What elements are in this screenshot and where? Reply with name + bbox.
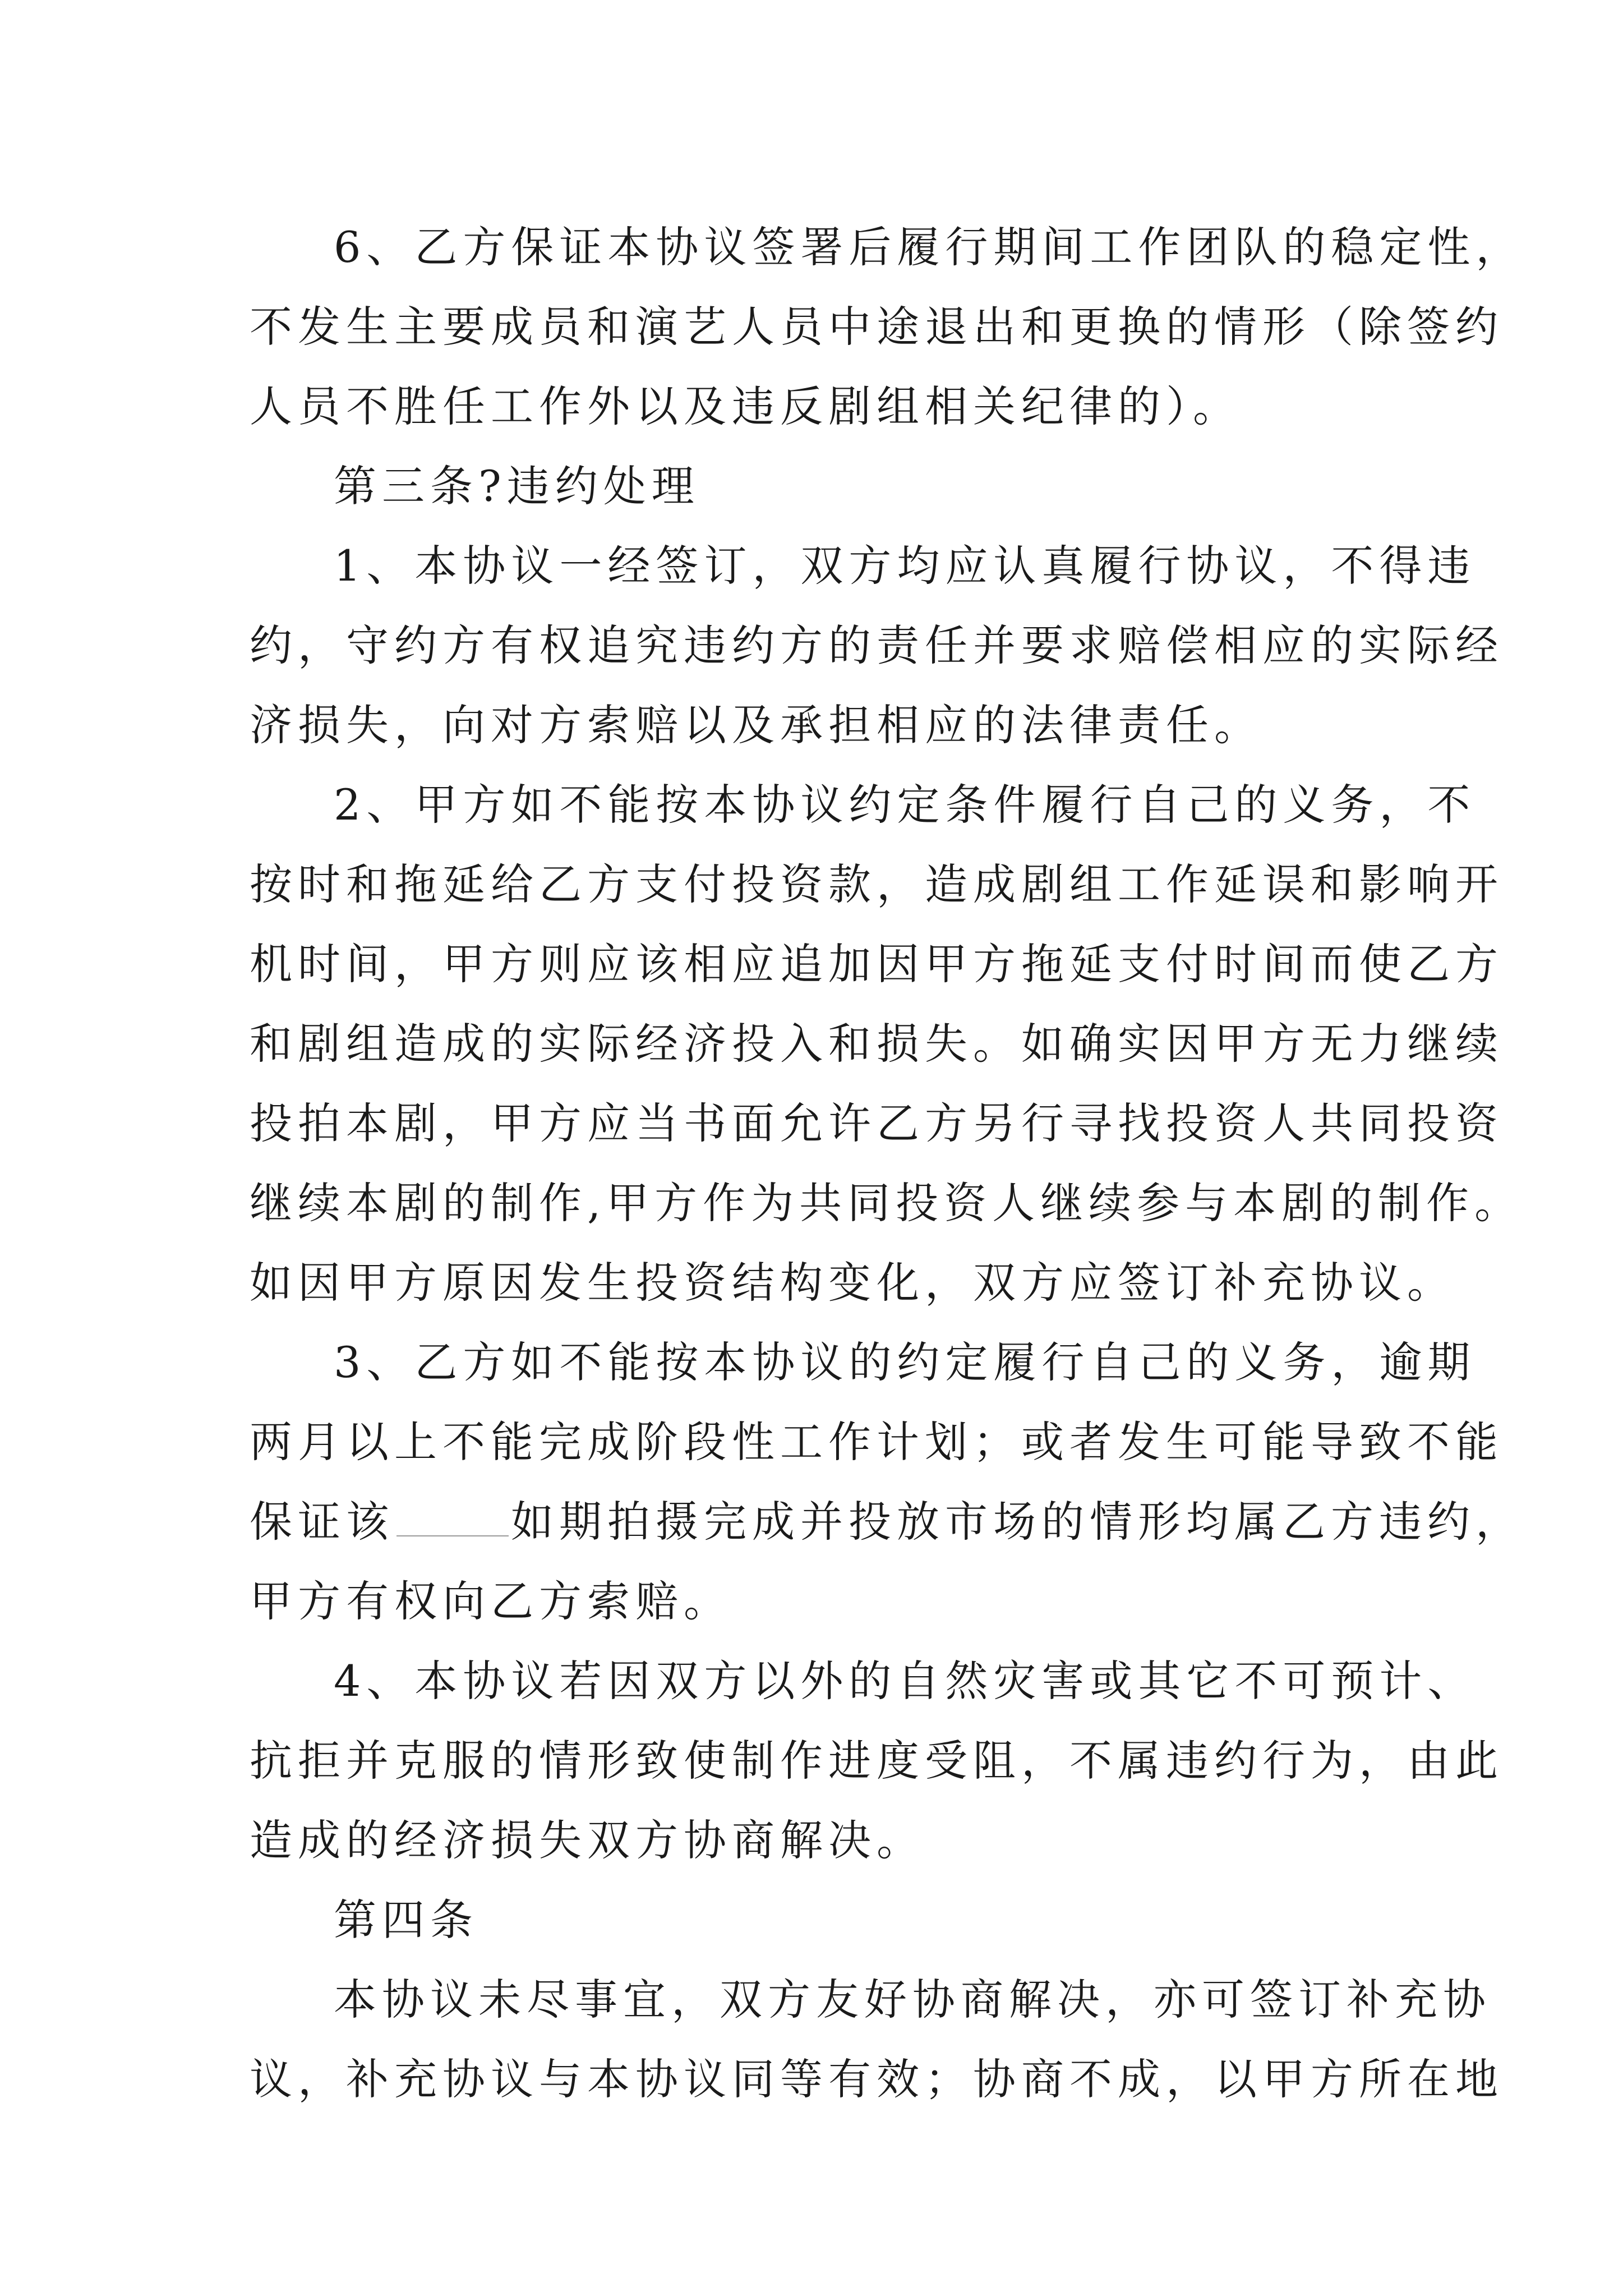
text-line: 4、本协议若因双方以外的自然灾害或其它不可预计、 [334,1656,1476,1706]
text-line: 约，守约方有权追究违约方的责任并要求赔偿相应的实际经 [250,620,1504,670]
text-line: 人员不胜任工作外以及违反剧组相关纪律的）。 [250,381,1241,431]
text-line: 2、甲方如不能按本协议约定条件履行自己的义务，不 [334,780,1476,830]
paragraph-article-4 [250,1960,1504,2119]
document-body [250,208,1524,2119]
text-line: 1、本协议一经签订，双方均应认真履行协议，不得违 [334,541,1476,591]
article-3-heading [250,447,1388,526]
fill-in-blank [396,1502,509,1536]
text-line: 和剧组造成的实际经济投入和损失。如确实因甲方无力继续 [250,1019,1504,1069]
text-line: 机时间，甲方则应该相应追加因甲方拖延支付时间而使乙方 [250,939,1504,989]
text-line: 济损失，向对方索赔以及承担相应的法律责任。 [250,700,1262,750]
text-line: 造成的经济损失双方协商解决。 [250,1815,925,1865]
text-line: 本协议未尽事宜，双方友好协商解决，亦可签订补充协 [334,1975,1491,2024]
text-line: 甲方有权向乙方索赔。 [250,1576,732,1626]
text-line: 投拍本剧，甲方应当书面允许乙方另行寻找投资人共同投资 [250,1098,1504,1148]
text-line: 3、乙方如不能按本协议的约定履行自己的义务，逾期 [334,1337,1476,1387]
text-fragment: 如期拍摄完成并投放市场的情形均属乙方违约， [511,1497,1524,1547]
paragraph-article-3-item-1 [250,526,1504,765]
text-line: 抗拒并克服的情形致使制作进度受阻，不属违约行为，由此 [250,1736,1504,1786]
text-line: 如因甲方原因发生投资结构变化，双方应签订补充协议。 [250,1258,1455,1308]
text-line: 不发生主要成员和演艺人员中途退出和更换的情形（除签约 [250,302,1504,352]
text-line: 两月以上不能完成阶段性工作计划；或者发生可能导致不能 [250,1417,1504,1467]
text-line: 议，补充协议与本协议同等有效；协商不成，以甲方所在地 [250,2054,1504,2104]
text-line: 6、乙方保证本协议签署后履行期间工作团队的稳定性， [334,222,1524,272]
paragraph-article-3-item-2 [250,765,1523,1323]
section-heading: 第四条 [334,1895,478,1945]
text-line: 继续本剧的制作,甲方作为共同投资人继续参与本剧的制作。 [250,1178,1523,1228]
paragraph-article-3-item-3 [250,1323,1524,1641]
text-line-with-blank [250,1482,1524,1562]
article-4-heading [250,1880,1388,1960]
paragraph-article-3-item-4 [250,1641,1504,1880]
text-fragment: 保证该 [250,1497,394,1547]
section-heading: 第三条?违约处理 [334,461,700,511]
text-line: 按时和拖延给乙方支付投资款，造成剧组工作延误和影响开 [250,859,1504,909]
paragraph-item-6 [250,208,1524,447]
